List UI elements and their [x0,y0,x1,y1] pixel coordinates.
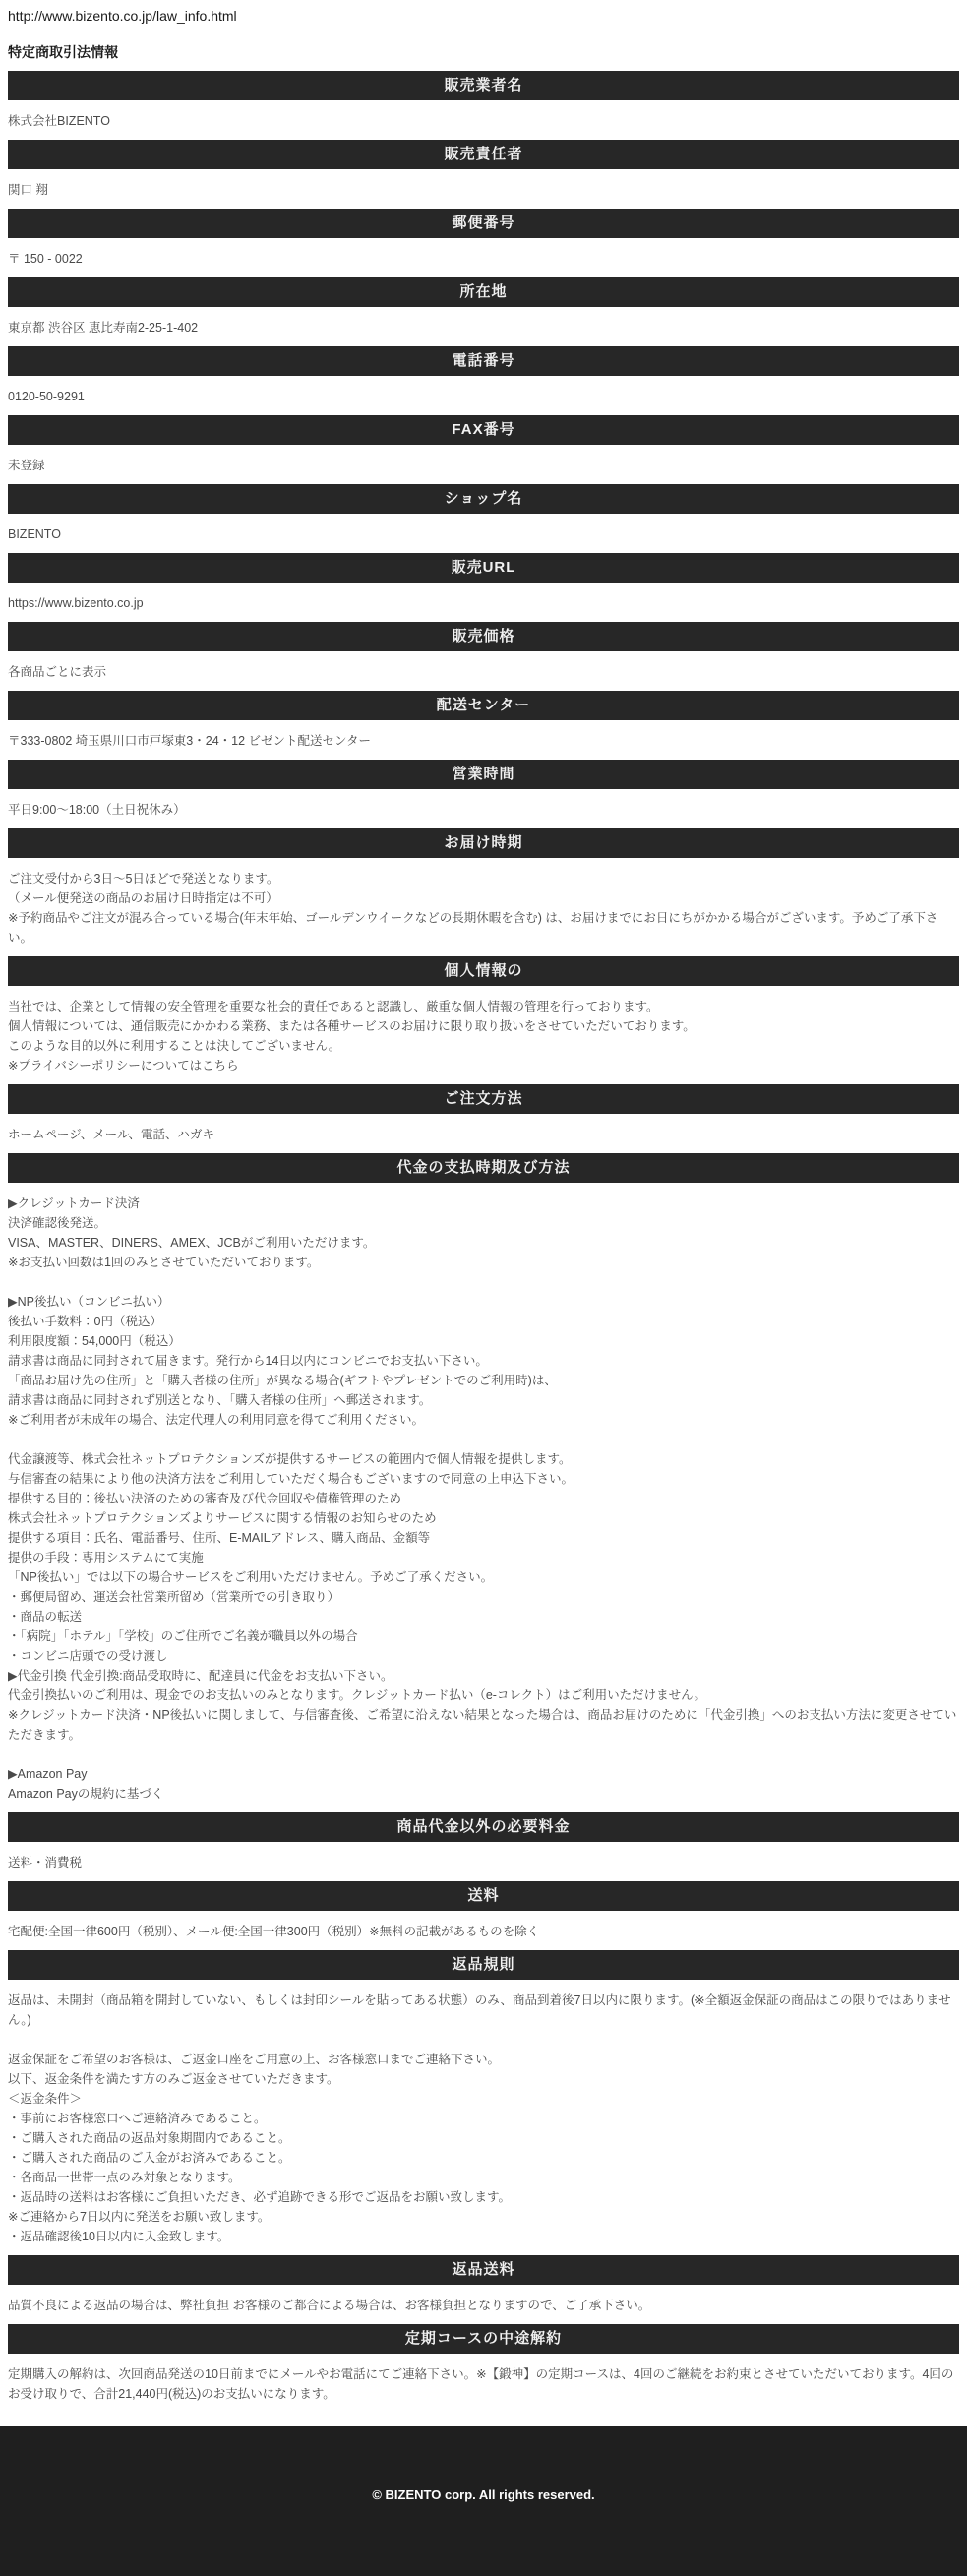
section-line: Amazon Payの規約に基づく [8,1787,164,1801]
section-line: ・返品確認後10日以内に入金致します。 [8,2230,230,2243]
section-line: ※クレジットカード決済・NP後払いに関しまして、与信審査後、ご希望に沿えない結果となった場合は、商品お届けのために「代金引換」へのお支払い方法に変更させていただきます。 [8,1708,957,1742]
section-line: 個人情報については、通信販売にかかわる業務、または各種サービスのお届けに限り取り扱いをさせていただいております。 [8,1019,695,1033]
section-heading: 郵便番号 [8,209,959,238]
section-line: 宅配便:全国一律600円（税別）、メール便:全国一律300円（税別）※無料の記載があるものを除く [8,1925,540,1938]
section-line: 以下、返金条件を満たす方のみご返金させていただきます。 [8,2072,339,2086]
section-body [8,2354,959,2413]
section-heading: 販売業者名 [8,71,959,100]
section-line: https://www.bizento.co.jp [8,596,144,610]
section-line: （メール便発送の商品のお届け日時指定は不可） [8,891,278,905]
section-line: 平日9:00〜18:00（土日祝休み） [8,803,186,817]
sections [8,71,959,2413]
section-line: 「商品お届け先の住所」と「購入者様の住所」が異なる場合(ギフトやプレゼントでのご利用時)は、 [8,1374,557,1387]
section-line: 送料・消費税 [8,1856,83,1870]
page-footer [0,2426,967,2576]
copyright-text: © BIZENTO corp. All rights reserved. [372,2487,595,2502]
law-info-section [8,415,959,484]
section-line: 当社では、企業として情報の安全管理を重要な社会的責任であると認識し、厳重な個人情報の管理を行っております。 [8,1000,659,1013]
law-info-section [8,1084,959,1153]
section-line: ・「病院」「ホテル」「学校」のご住所でご名義が職員以外の場合 [8,1629,358,1643]
section-line: ・コンビニ店頭での受け渡し [8,1649,168,1663]
section-line: ▶Amazon Pay [8,1767,88,1781]
section-line: ※予約商品やご注文が混み合っている場合(年末年始、ゴールデンウイークなどの長期休暇を含む) は、お届けまでにお日にちがかかる場合がございます。予めご了承下さい。 [8,911,938,945]
section-line: ・ご購入された商品のご入金がお済みであること。 [8,2151,291,2165]
section-body [8,2285,959,2324]
section-heading: 商品代金以外の必要料金 [8,1812,959,1842]
section-body [8,720,959,760]
section-line: ※ご利用者が未成年の場合、法定代理人の利用同意を得てご利用ください。 [8,1413,424,1427]
section-line: 〒333-0802 埼玉県川口市戸塚東3・24・12 ビゼント配送センター [8,734,372,748]
section-heading: 配送センター [8,691,959,720]
law-info-section [8,1950,959,2255]
section-line: 代金引換払いのご利用は、現金でのお支払いのみとなります。クレジットカード払い（e-コレクト）はご利用いただけません。 [8,1688,706,1702]
section-heading: 定期コースの中途解約 [8,2324,959,2354]
section-body [8,1842,959,1881]
section-line: 〒 150 - 0022 [8,252,83,266]
section-line: 提供する項目：氏名、電話番号、住所、E-MAILアドレス、購入商品、金額等 [8,1531,431,1545]
section-line: 株式会社BIZENTO [8,114,110,128]
section-line: ・事前にお客様窓口へご連絡済みであること。 [8,2112,267,2125]
section-body [8,1911,959,1950]
section-line: 「NP後払い」では以下の場合サービスをご利用いただけません。予めご了承ください。 [8,1570,494,1584]
section-line: ▶NP後払い（コンビニ払い） [8,1295,170,1309]
section-line: 品質不良による返品の場合は、弊社負担 お客様のご都合による場合は、お客様負担となりますので、ご了承下さい。 [8,2299,651,2312]
section-body [8,169,959,209]
section-line: 関口 翔 [8,183,48,197]
section-line: ※お支払い回数は1回のみとさせていただいております。 [8,1256,320,1269]
section-heading: 返品送料 [8,2255,959,2285]
section-heading: 電話番号 [8,346,959,376]
page-title: 特定商取引法情報 [8,44,118,60]
section-body [8,307,959,346]
law-info-section [8,484,959,553]
section-line: 各商品ごとに表示 [8,665,107,679]
section-heading: お届け時期 [8,828,959,858]
section-line: 0120-50-9291 [8,390,85,403]
section-body [8,238,959,277]
section-line: 決済確認後発送。 [8,1216,107,1230]
section-line: 東京都 渋谷区 恵比寿南2-25-1-402 [8,321,199,335]
section-heading: ご注文方法 [8,1084,959,1114]
section-body [8,445,959,484]
section-line: ・各商品一世帯一点のみ対象となります。 [8,2171,241,2184]
section-line: ホームページ、メール、電話、ハガキ [8,1128,215,1141]
law-info-section [8,209,959,277]
law-info-section [8,277,959,346]
section-heading: 販売URL [8,553,959,583]
section-line: ▶クレジットカード決済 [8,1196,140,1210]
section-line [8,2030,959,2050]
section-heading: 営業時間 [8,760,959,789]
section-line [8,1745,959,1764]
section-body [8,514,959,553]
section-heading: 代金の支払時期及び方法 [8,1153,959,1183]
section-heading: 販売責任者 [8,140,959,169]
law-info-section [8,2324,959,2413]
section-body [8,1980,959,2255]
section-line: 返品は、未開封（商品箱を開封していない、もしくは封印シールを貼ってある状態）のみ、商品到着後7日以内に限ります。(※全額返金保証の商品はこの限りではありません。) [8,1993,951,2027]
law-info-section [8,71,959,140]
section-body [8,1114,959,1153]
section-line: ・ご購入された商品の返品対象期間内であること。 [8,2131,291,2145]
section-line: 後払い手数料：0円（税込） [8,1315,162,1328]
section-body [8,376,959,415]
law-info-section [8,553,959,622]
section-line [8,1430,959,1449]
law-info-section [8,140,959,209]
law-info-section [8,2255,959,2324]
section-line: ※プライバシーポリシーについてはこちら [8,1059,239,1073]
section-body [8,100,959,140]
section-line: 返金保証をご希望のお客様は、ご返金口座をご用意の上、お客様窓口までご連絡下さい。 [8,2053,501,2066]
section-line: ※ご連絡から7日以内に発送をお願い致します。 [8,2210,271,2224]
section-line: 提供の手段：専用システムにて実施 [8,1551,204,1564]
section-line [8,1272,959,1292]
section-heading: FAX番号 [8,415,959,445]
section-line: ・返品時の送料はお客様にご負担いただき、必ず追跡できる形でご返品をお願い致します。 [8,2190,512,2204]
law-info-section [8,956,959,1084]
section-body [8,651,959,691]
section-line: ご注文受付から3日〜5日ほどで発送となります。 [8,872,279,886]
section-line: 代金譲渡等、株式会社ネットプロテクションズが提供するサービスの範囲内で個人情報を提供します。 [8,1452,572,1466]
section-body [8,789,959,828]
law-info-section [8,828,959,956]
section-heading: 販売価格 [8,622,959,651]
law-info-section [8,760,959,828]
section-line: BIZENTO [8,527,61,541]
section-body [8,583,959,622]
section-line: 株式会社ネットプロテクションズよりサービスに関する情報のお知らせのため [8,1511,437,1525]
section-body [8,1183,959,1812]
law-info-section [8,1153,959,1812]
section-heading: 返品規則 [8,1950,959,1980]
section-line: 提供する目的：後払い決済のための審査及び代金回収や債権管理のため [8,1492,402,1505]
section-line: VISA、MASTER、DINERS、AMEX、JCBがご利用いただけます。 [8,1236,376,1250]
section-body [8,986,959,1084]
section-line: ▶代金引換 代金引換:商品受取時に、配達員に代金をお支払い下さい。 [8,1669,393,1683]
law-info-section [8,1812,959,1881]
section-heading: 送料 [8,1881,959,1911]
law-info-section [8,1881,959,1950]
section-line: 未登録 [8,459,45,472]
law-info-section [8,691,959,760]
section-line: 請求書は商品に同封されて届きます。発行から14日以内にコンビニでお支払い下さい。 [8,1354,488,1368]
section-line: 定期購入の解約は、次回商品発送の10日前までにメールやお電話にてご連絡下さい。※【鍛神】の定期コースは、4回のご継続をお約束とさせていただいております。4回のお受け取りで、合計21,440円(税込)のお支払いになります。 [8,2367,954,2401]
section-heading: 個人情報の [8,956,959,986]
page-url-text: http://www.bizento.co.jp/law_info.html [8,8,237,24]
section-line: ・商品の転送 [8,1610,83,1624]
section-line: ・郵便局留め、運送会社営業所留め（営業所での引き取り） [8,1590,340,1604]
section-heading: ショップ名 [8,484,959,514]
law-info-section [8,622,959,691]
section-body [8,858,959,956]
section-line: 与信審査の結果により他の決済方法をご利用していただく場合もございますので同意の上申込下さい。 [8,1472,574,1486]
section-line: 請求書は商品に同封されず別送となり、「購入者様の住所」へ郵送されます。 [8,1393,432,1407]
section-line: 利用限度額：54,000円（税込） [8,1334,181,1348]
section-line: ＜返金条件＞ [8,2092,83,2106]
section-heading: 所在地 [8,277,959,307]
section-line: このような目的以外に利用することは決してございません。 [8,1039,341,1053]
law-info-section [8,346,959,415]
